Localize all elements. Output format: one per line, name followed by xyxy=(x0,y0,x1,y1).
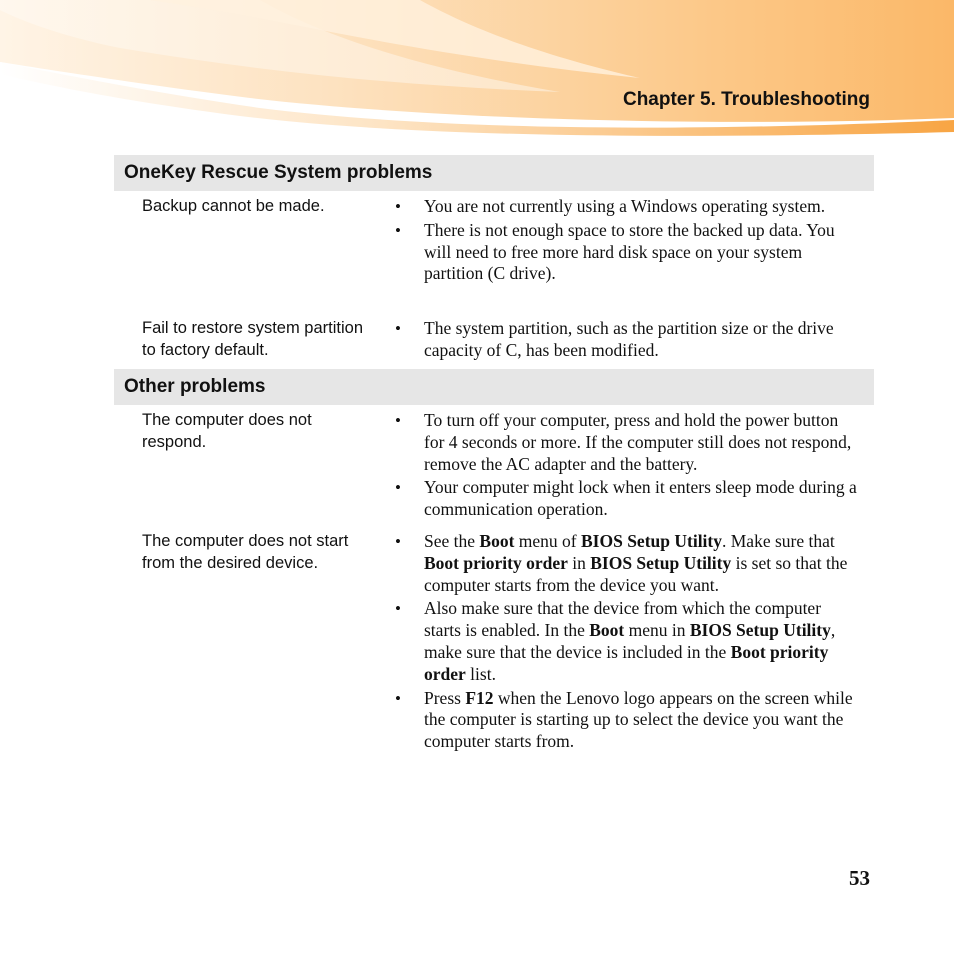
bullet-icon: • xyxy=(395,599,401,619)
solution-text: See the xyxy=(424,531,480,551)
bullet-icon: • xyxy=(395,319,401,338)
solution-text: Press xyxy=(424,687,466,708)
solution-text: There is not enough space to store the backed up data. You will need to free more hard disk space on your system partition (C drive). xyxy=(424,219,835,284)
solution-text: , make sure that the device is included in the xyxy=(424,620,836,662)
problem-text: The computer does not start from the desired device. xyxy=(142,532,349,572)
table-row xyxy=(114,410,874,526)
solution-list xyxy=(392,410,862,521)
solution-item xyxy=(392,410,862,475)
solution-list xyxy=(392,318,862,362)
solution-text: menu of xyxy=(514,531,581,551)
solution-item xyxy=(392,196,862,218)
section-title: OneKey Rescue System problems xyxy=(114,155,874,191)
solution-item xyxy=(392,318,862,362)
solution-text: Your computer might lock when it enters sleep mode during a communication operation. xyxy=(424,477,857,520)
bold-term: BIOS Setup Utility xyxy=(590,552,732,573)
section-title: Other problems xyxy=(114,369,874,405)
solution-text: when the Lenovo logo appears on the screen while the computer is starting up to select the device you want the computer starts from. xyxy=(424,687,853,752)
solution-item xyxy=(392,598,862,685)
problem-text: Fail to restore system partition to factory default. xyxy=(142,319,363,359)
bold-term: Boot xyxy=(479,531,515,551)
solution-item xyxy=(392,531,862,596)
bullet-icon: • xyxy=(395,478,401,498)
bullet-icon: • xyxy=(395,197,401,216)
solution-text: To turn off your computer, press and hold the power button for 4 seconds or more. If the computer still does not respond, remove the AC adapter and the battery. xyxy=(424,410,852,474)
bold-term: Boot priority order xyxy=(424,552,568,573)
table-row xyxy=(114,196,874,314)
section-other-problems xyxy=(114,369,874,755)
bold-term: BIOS Setup Utility xyxy=(581,531,722,551)
table-row xyxy=(114,318,874,374)
bullet-icon: • xyxy=(395,688,401,708)
page-number: 53 xyxy=(849,866,870,890)
solution-text: You are not currently using a Windows operating system. xyxy=(424,196,826,216)
bullet-icon: • xyxy=(395,220,401,240)
bold-term: Boot priority order xyxy=(424,641,829,684)
solution-text: is set so that the computer starts from the device you want. xyxy=(424,552,848,595)
problem-text: Backup cannot be made. xyxy=(142,197,325,215)
section-onekey-rescue xyxy=(114,155,874,374)
problem-text: The computer does not respond. xyxy=(142,411,312,451)
bold-term: Boot xyxy=(589,620,625,641)
solution-item xyxy=(392,477,862,521)
solution-list xyxy=(392,196,862,285)
chapter-title: Chapter 5. Troubleshooting xyxy=(622,89,870,110)
solution-list xyxy=(392,531,862,753)
table-row xyxy=(114,531,874,753)
solution-text: in xyxy=(567,552,591,573)
header-banner-decoration xyxy=(0,0,954,140)
solution-item xyxy=(392,688,862,753)
solution-text: The system partition, such as the partition size or the drive capacity of C, has been modified. xyxy=(424,318,834,360)
solution-text: . Make sure that xyxy=(722,531,835,551)
solution-text: Also make sure that the device from which the computer starts is enabled. In the xyxy=(424,598,822,641)
bold-term: BIOS Setup Utility xyxy=(689,620,831,641)
solution-text: menu in xyxy=(624,620,690,641)
bullet-icon: • xyxy=(395,411,401,430)
solution-item xyxy=(392,220,862,285)
bold-term: F12 xyxy=(465,687,494,708)
bullet-icon: • xyxy=(395,532,401,551)
solution-text: list. xyxy=(465,663,496,684)
